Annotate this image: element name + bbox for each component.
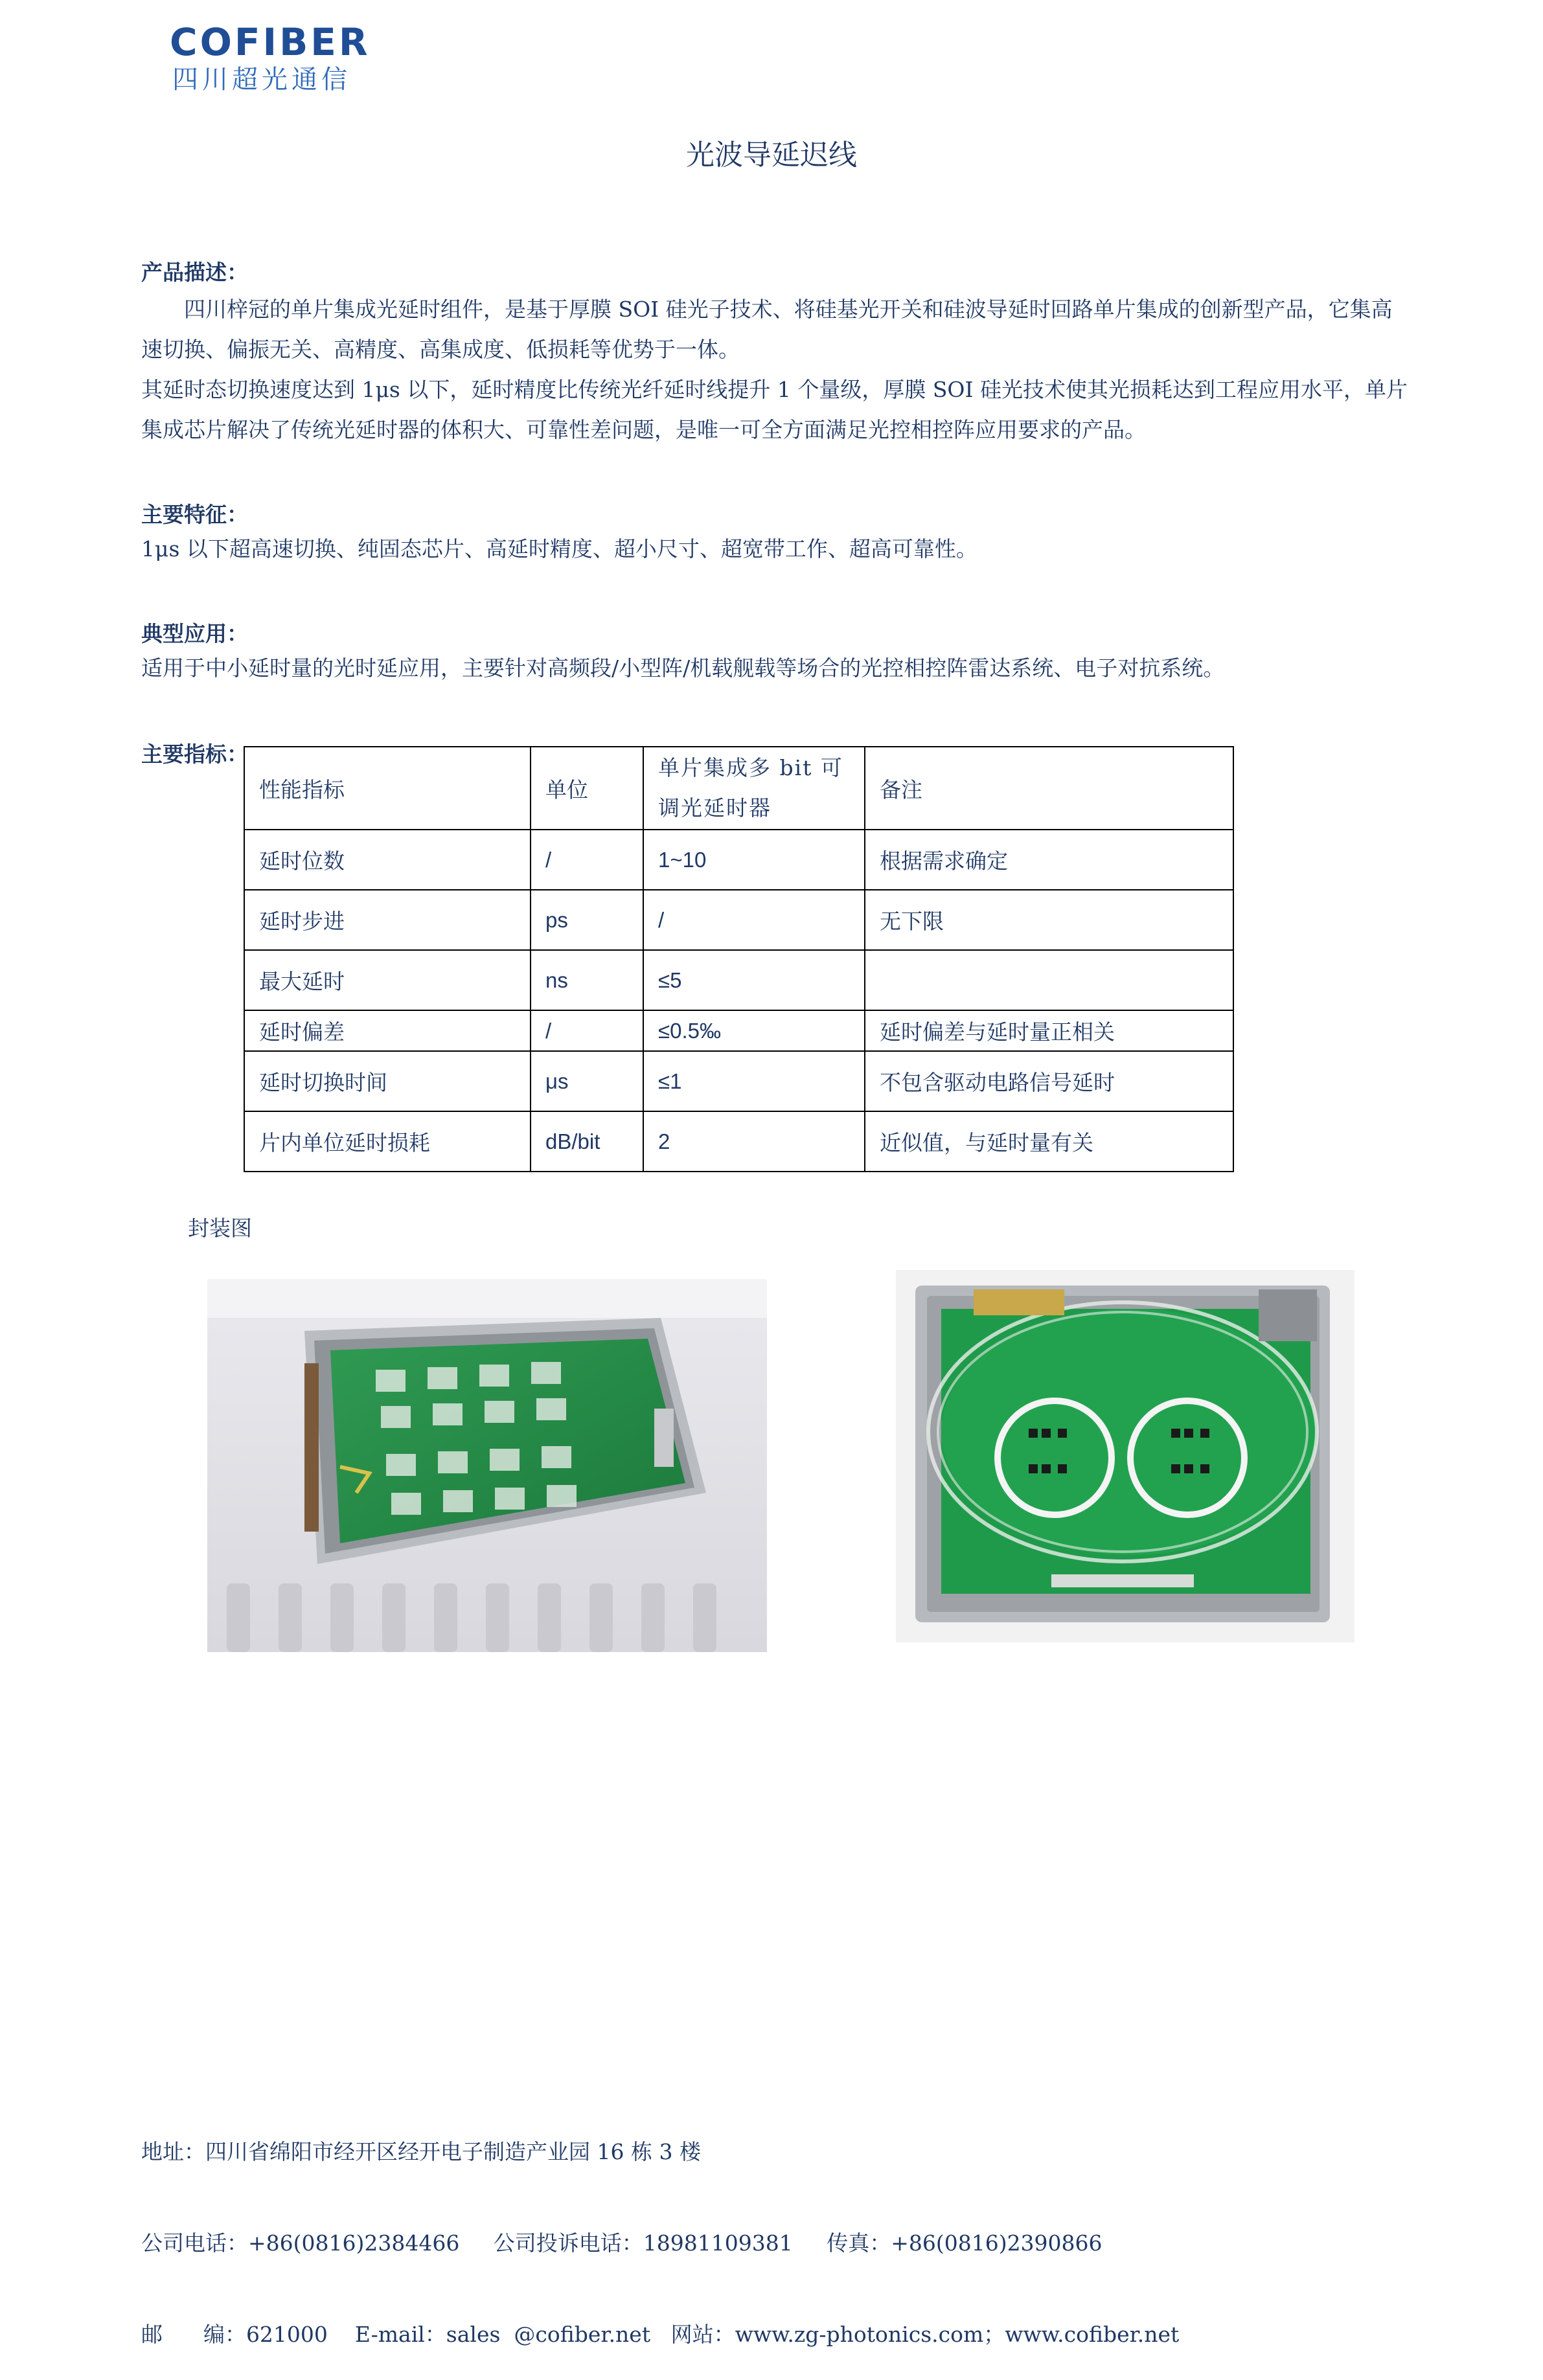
page-title: 光波导延迟线 — [686, 139, 857, 172]
table-header-cell: 单位 — [531, 747, 643, 830]
table-row — [244, 1051, 1233, 1111]
description-heading: 产品描述： — [141, 260, 248, 285]
table-cell: ns — [531, 950, 643, 1010]
table-cell: / — [531, 830, 643, 890]
table-cell: 延时偏差与延时量正相关 — [865, 1010, 1233, 1051]
table-cell: ≤5 — [643, 950, 865, 1010]
footer-address: 地址：四川省绵阳市经开区经开电子制造产业园 16 栋 3 楼 — [141, 2139, 701, 2164]
table-cell: 2 — [643, 1111, 865, 1172]
table-header-cell: 备注 — [865, 747, 1233, 830]
table-header-cell: 性能指标 — [244, 747, 531, 830]
logo-wordmark: COFIBER — [170, 20, 371, 64]
package-caption: 封装图 — [188, 1216, 252, 1241]
table-row — [244, 1010, 1233, 1051]
specs-heading: 主要指标： — [141, 742, 248, 767]
table-header-cell: 单片集成多 bit 可调光延时器 — [643, 747, 865, 830]
table-cell: / — [643, 890, 865, 950]
package-photo-fiber-loops — [896, 1270, 1354, 1642]
table-header-row — [244, 747, 1233, 830]
footer-phones: 公司电话：+86(0816)2384466 公司投诉电话：18981109381 传真：+86(0816)2390866 — [141, 2230, 1103, 2256]
table-cell: μs — [531, 1051, 643, 1111]
table-row — [244, 890, 1233, 950]
table-cell — [865, 950, 1233, 1010]
table-cell: 1~10 — [643, 830, 865, 890]
features-heading: 主要特征： — [141, 502, 248, 527]
table-cell: ps — [531, 890, 643, 950]
table-cell: 无下限 — [865, 890, 1233, 950]
applications-heading: 典型应用： — [141, 621, 248, 646]
table-row — [244, 1111, 1233, 1172]
table-cell: 延时步进 — [244, 890, 531, 950]
table-cell: ≤0.5‰ — [643, 1010, 865, 1051]
table-cell: 近似值，与延时量有关 — [865, 1111, 1233, 1172]
logo-subtitle: 四川超光通信 — [172, 65, 351, 95]
table-cell: 片内单位延时损耗 — [244, 1111, 531, 1172]
company-logo — [170, 19, 442, 97]
applications-text: 适用于中小延时量的光时延应用，主要针对高频段/小型阵/机载舰载等场合的光控相控阵雷达系统、电子对抗系统。 — [141, 655, 1225, 681]
table-cell: 根据需求确定 — [865, 830, 1233, 890]
description-paragraph-1: 四川梓冠的单片集成光延时组件，是基于厚膜 SOI 硅光子技术、将硅基光开关和硅波导延时回路单片集成的创新型产品，它集高速切换、偏振无关、高精度、高集成度、低损耗等优势于一体。 — [141, 297, 1393, 362]
table-row — [244, 830, 1233, 890]
table-cell: 延时位数 — [244, 830, 531, 890]
package-photo-module-in-foam — [207, 1279, 767, 1652]
table-cell: 不包含驱动电路信号延时 — [865, 1051, 1233, 1111]
table-cell: / — [531, 1010, 643, 1051]
table-cell: dB/bit — [531, 1111, 643, 1172]
table-cell: 延时偏差 — [244, 1010, 531, 1051]
spec-table — [244, 746, 1234, 1172]
document-body — [141, 258, 1411, 769]
footer-contact — [141, 2076, 1411, 2380]
table-cell: 最大延时 — [244, 950, 531, 1010]
footer-postcode-email-web: 邮 编：621000 E-mail：sales @cofiber.net 网站：www.zg-photonics.com；www.cofiber.net — [141, 2322, 1180, 2347]
features-text: 1μs 以下超高速切换、纯固态芯片、高延时精度、超小尺寸、超宽带工作、超高可靠性。 — [141, 536, 977, 561]
table-row — [244, 950, 1233, 1010]
description-paragraph-2: 其延时态切换速度达到 1μs 以下，延时精度比传统光纤延时线提升 1 个量级，厚膜 SOI 硅光技术使其光损耗达到工程应用水平，单片集成芯片解决了传统光延时器的体积大、可靠性差问题，是唯一可全方面满足光控相控阵应用要求的产品。 — [141, 377, 1408, 442]
table-cell: 延时切换时间 — [244, 1051, 531, 1111]
table-cell: ≤1 — [643, 1051, 865, 1111]
